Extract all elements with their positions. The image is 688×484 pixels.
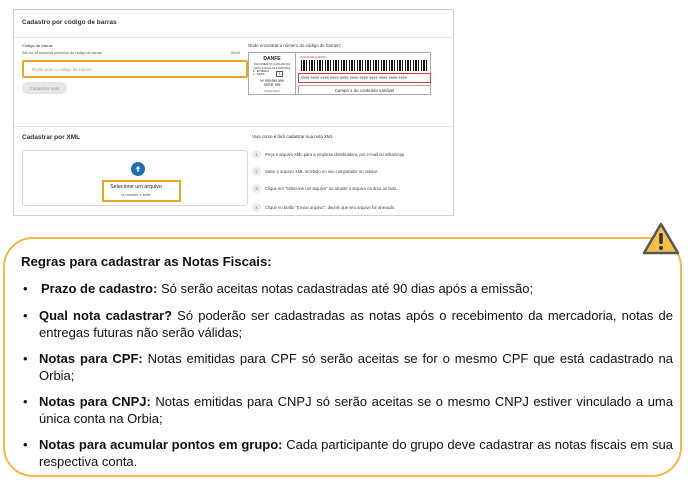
bullet: • (23, 437, 28, 452)
danfe-type (253, 70, 269, 76)
xml-section-title: Cadastrar por XML (22, 134, 81, 141)
drag-drop-hint: ou arraste e solte (121, 193, 151, 197)
rule-item (23, 307, 673, 341)
step-text: Clique no botão "Enviar arquivo", depois que seu arquivo for anexado. (265, 205, 396, 210)
danfe-title: DANFE (263, 56, 281, 62)
rules-title: Regras para cadastrar as Notas Fiscais: (21, 254, 272, 269)
upload-icon[interactable] (131, 162, 145, 176)
barcode-char-count: 00/44 (231, 51, 240, 55)
xml-help-title: Veja como é fácil cadastrar sua nota XML (252, 134, 334, 139)
barcode-field-label: Código de barras (22, 43, 53, 48)
section-divider (14, 37, 453, 38)
rule-item (23, 350, 673, 384)
danfe-folha: FOLHA 00/01 (264, 90, 280, 93)
bullet: • (23, 394, 28, 409)
rule-text: Cada participante do grupo deve cadastrar as notas fiscais em sua respectiva conta. (39, 437, 674, 469)
step-text: Clique em "selecione um arquivo" ou arraste o arquivo na área ao lado. (265, 186, 398, 191)
access-key-digits: 9999 9999 9999 9999 9999 9999 9999 9999 9999 9999 9999 (301, 76, 408, 80)
danfe-number (249, 79, 295, 87)
rule-text: Notas emitidas para CNPJ só serão aceitas se o mesmo CNPJ estiver vinculado a uma única conta na Orbia; (39, 394, 673, 426)
danfe-access-key-label: CHAVE DE ACESSO (300, 55, 327, 59)
step-number: 2 (252, 167, 261, 176)
danfe-saida: 1 - SAÍDA (253, 73, 265, 77)
danfe-subtitle-1: DOCUMENTO AUXILIAR DA (253, 62, 291, 66)
bullet: • (23, 308, 28, 323)
section-divider (14, 126, 453, 127)
step-number: 4 (252, 203, 261, 212)
rule-item (23, 393, 673, 427)
rule-text: Só poderão ser cadastradas as notas após o recebimento da mercadoria, notas de entregas futuras não serão válidas; (39, 308, 673, 340)
step-number: 1 (252, 150, 261, 159)
danfe-numero: Nº 999.999.999 (260, 79, 284, 83)
rule-label: Notas para CPF: (39, 351, 143, 366)
step-number: 3 (252, 184, 261, 193)
danfe-entrada: 0 - ENTRADA (253, 70, 270, 73)
rule-label: Qual nota cadastrar? (39, 308, 173, 323)
register-invoice-button[interactable]: Cadastrar nota (22, 82, 67, 94)
xml-drop-zone[interactable] (22, 150, 248, 206)
rule-label: Notas para CNPJ: (39, 394, 151, 409)
barcode-section-title: Cadastro por código de barras (22, 19, 117, 26)
rule-item (23, 280, 673, 297)
danfe-header (249, 53, 296, 94)
danfe-example-image (248, 52, 431, 95)
barcode-field-hint: São só 44 números primeiros do código de barras (22, 51, 102, 55)
danfe-serie: SÉRIE 999 (263, 83, 281, 87)
rule-item (23, 436, 673, 470)
rule-text: Só serão aceitas notas cadastradas até 90 dias após a emissão; (157, 281, 534, 296)
rule-text: Notas emitidas para CPF só serão aceitas se for o mesmo CPF que está cadastrado na Orbia; (39, 351, 674, 383)
warning-icon (642, 222, 680, 256)
where-to-find-label: Onde encontrar o número do código de barras? (248, 43, 341, 48)
bullet: • (23, 281, 28, 296)
bullet: • (23, 351, 28, 366)
step-text: Peça o arquivo XML para a empresa distribuidora, por e-mail ou WhatsApp. (265, 152, 406, 157)
cadastro-panel (13, 9, 454, 216)
rule-label: Prazo de cadastro: (41, 281, 158, 296)
campo-caption: Campo 1 de conteúdo variável (298, 85, 431, 95)
barcode-input[interactable] (22, 60, 248, 78)
select-file-link[interactable]: Selecione um arquivo (110, 184, 162, 190)
step-text: Salve o arquivo XML recebido no seu computador ou celular. (265, 169, 378, 174)
xml-step (252, 167, 378, 176)
barcode-graphic (301, 60, 427, 71)
rule-label: Notas para acumular pontos em grupo: (39, 437, 283, 452)
xml-step (252, 203, 395, 212)
danfe-type-box: 1 (276, 71, 283, 77)
xml-step (252, 150, 405, 159)
xml-step (252, 184, 397, 193)
danfe-subtitle-2: NOTA FISCAL ELETRÔNICA (253, 66, 291, 71)
